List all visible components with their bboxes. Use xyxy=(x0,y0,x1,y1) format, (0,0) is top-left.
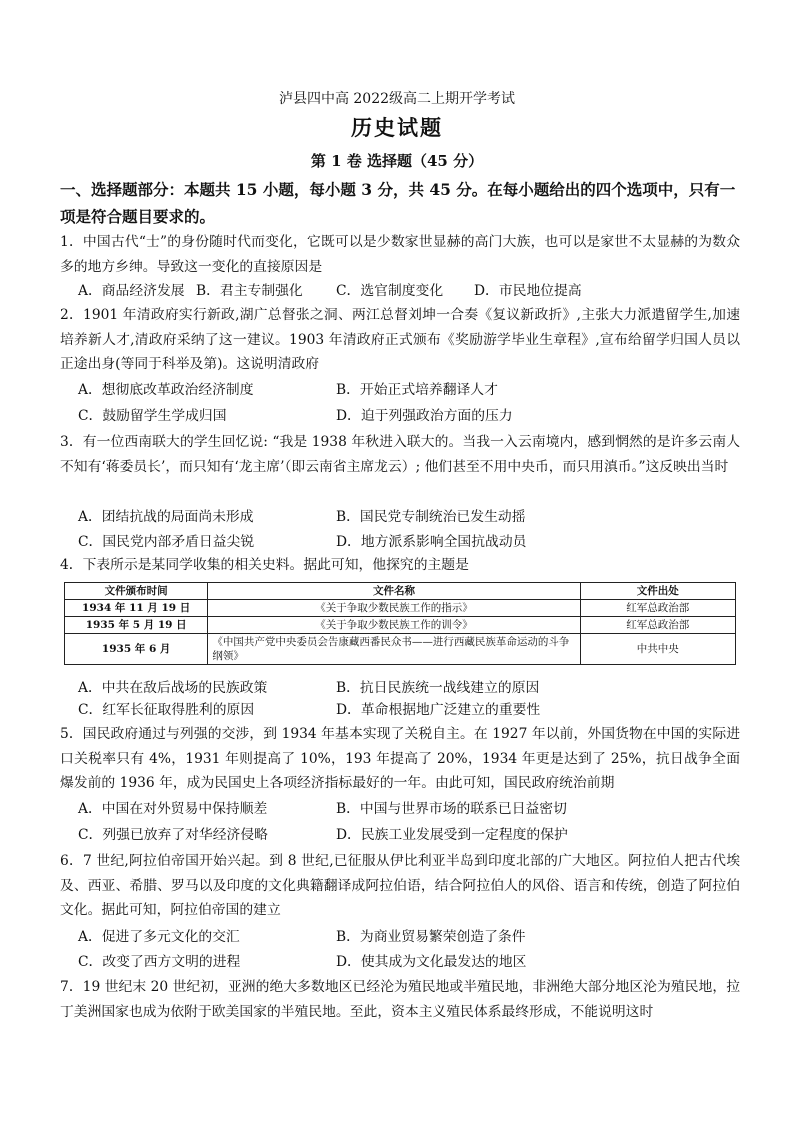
table-cell: 红军总政治部 xyxy=(580,600,735,617)
question-3-option-d: D．地方派系影响全国抗战动员 xyxy=(336,534,527,550)
question-5-stem: 5．国民政府通过与列强的交涉，到 1934 年基本实现了关税自主。在 1927 年以前，外国货物在中国的实际进口关税率只有 4%，1931 年则提高了 10%，193 年提高了 20%，1934 年更是达到了 25%，抗日战争全面爆发前的 1936 年，成为民国史上各项经济指标最好的一年。由此可知，国民政府统治前期 xyxy=(60,726,740,791)
question-1-stem: 1．中国古代“士”的身份随时代而变化，它既可以是少数家世显赫的高门大族，也可以是家世不太显赫的为数众多的地方乡绅。导致这一变化的直接原因是 xyxy=(60,234,740,275)
table-header-cell: 文件名称 xyxy=(208,583,580,600)
question-5-option-d: D．民族工业发展受到一定程度的保护 xyxy=(336,827,568,843)
question-3-stem: 3．有一位西南联大的学生回忆说: “我是 1938 年秋进入联大的。当我一入云南境内，感到惘然的是许多云南人不知有‘蒋委员长’，而只知有‘龙主席’（即云南省主席龙云）; 他们甚至不用中央币，而只用滇币。”这反映出当时 xyxy=(60,434,740,475)
question-5-option-a: A．中国在对外贸易中保持顺差 xyxy=(78,801,268,817)
question-2-option-d: D．迫于列强政治方面的压力 xyxy=(336,408,513,424)
exam-header: 泸县四中高 2022级高二上期开学考试 xyxy=(278,91,516,107)
question-4-option-d: D．革命根据地广泛建立的重要性 xyxy=(336,702,541,718)
question-1-option-b: B．君主专制强化 xyxy=(196,283,303,299)
table-header-row xyxy=(65,583,736,600)
question-2-stem: 2．1901 年清政府实行新政,湖广总督张之洞、两江总督刘坤一合奏《复议新政折》,主张大力派遣留学生,加速培养新人才,清政府采纳了这一建议。1903 年清政府正式颁布《奖励游学毕业生章程》,宣布给留学归国人员以正途出身(等同于科举及第)。这说明清政府 xyxy=(60,307,740,372)
question-6-option-b: B．为商业贸易繁荣创造了条件 xyxy=(336,929,526,945)
question-2-option-a: A．想彻底改革政治经济制度 xyxy=(78,382,254,398)
question-4-stem: 4．下表所示是某同学收集的相关史料。据此可知，他探究的主题是 xyxy=(60,557,469,573)
question-4-option-c: C．红军长征取得胜利的原因 xyxy=(78,702,255,718)
table-cell: 中共中央 xyxy=(580,634,735,665)
volume-subtitle: 第 1 卷 选择题（45 分） xyxy=(310,152,484,170)
question-7-stem: 7．19 世纪末 20 世纪初，亚洲的绝大多数地区已经沦为殖民地或半殖民地，非洲绝大部分地区沦为殖民地，拉丁美洲国家也成为依附于欧美国家的半殖民地。至此，资本主义殖民体系最终形成，不能说明这时 xyxy=(60,979,740,1020)
table-row xyxy=(65,600,736,617)
question-3-option-c: C．国民党内部矛盾日益尖锐 xyxy=(78,534,255,550)
table-row xyxy=(65,617,736,634)
question-6-stem: 6．7 世纪,阿拉伯帝国开始兴起。到 8 世纪,已征服从伊比利亚半岛到印度北部的广大地区。阿拉伯人把古代埃及、西亚、希腊、罗马以及印度的文化典籍翻译成阿拉伯语，结合阿拉伯人的风俗、语言和传统，创造了阿拉伯文化。据此可知，阿拉伯帝国的建立 xyxy=(60,853,740,918)
section-instructions: 一、选择题部分：本题共 15 小题，每小题 3 分，共 45 分。在每小题给出的四个选项中，只有一项是符合题目要求的。 xyxy=(60,180,736,226)
table-cell: 1935 年 6 月 xyxy=(65,634,208,665)
question-6-option-c: C．改变了西方文明的进程 xyxy=(78,954,241,970)
table-cell: 《关于争取少数民族工作的训令》 xyxy=(208,617,580,634)
question-1-option-c: C．选官制度变化 xyxy=(336,283,444,299)
table-cell: 1935 年 5 月 19 日 xyxy=(65,617,208,634)
table-header-cell: 文件出处 xyxy=(580,583,735,600)
table-cell: 《中国共产党中央委员会告康藏西番民众书——进行西藏民族革命运动的斗争纲领》 xyxy=(208,634,580,665)
question-3-option-a: A．团结抗战的局面尚未形成 xyxy=(78,509,254,525)
question-3-option-b: B．国民党专制统治已发生动摇 xyxy=(336,509,526,525)
table-row xyxy=(65,634,736,665)
question-4-option-b: B．抗日民族统一战线建立的原因 xyxy=(336,680,540,696)
question-2-option-c: C．鼓励留学生学成归国 xyxy=(78,408,227,424)
table-cell: 1934 年 11 月 19 日 xyxy=(65,600,208,617)
page-title: 历史试题 xyxy=(351,115,443,140)
question-5-option-b: B．中国与世界市场的联系已日益密切 xyxy=(336,801,567,817)
source-table xyxy=(64,582,736,665)
question-1-option-d: D．市民地位提高 xyxy=(474,283,582,299)
question-1-option-a: A．商品经济发展 xyxy=(78,283,185,299)
table-cell: 红军总政治部 xyxy=(580,617,735,634)
question-6-option-a: A．促进了多元文化的交汇 xyxy=(78,929,240,945)
table-header-cell: 文件颁布时间 xyxy=(65,583,208,600)
question-2-option-b: B．开始正式培养翻译人才 xyxy=(336,382,498,398)
question-4-option-a: A．中共在敌后战场的民族政策 xyxy=(78,680,268,696)
table-cell: 《关于争取少数民族工作的指示》 xyxy=(208,600,580,617)
question-5-option-c: C．列强已放弃了对华经济侵略 xyxy=(78,827,268,843)
question-6-option-d: D．使其成为文化最发达的地区 xyxy=(336,954,527,970)
